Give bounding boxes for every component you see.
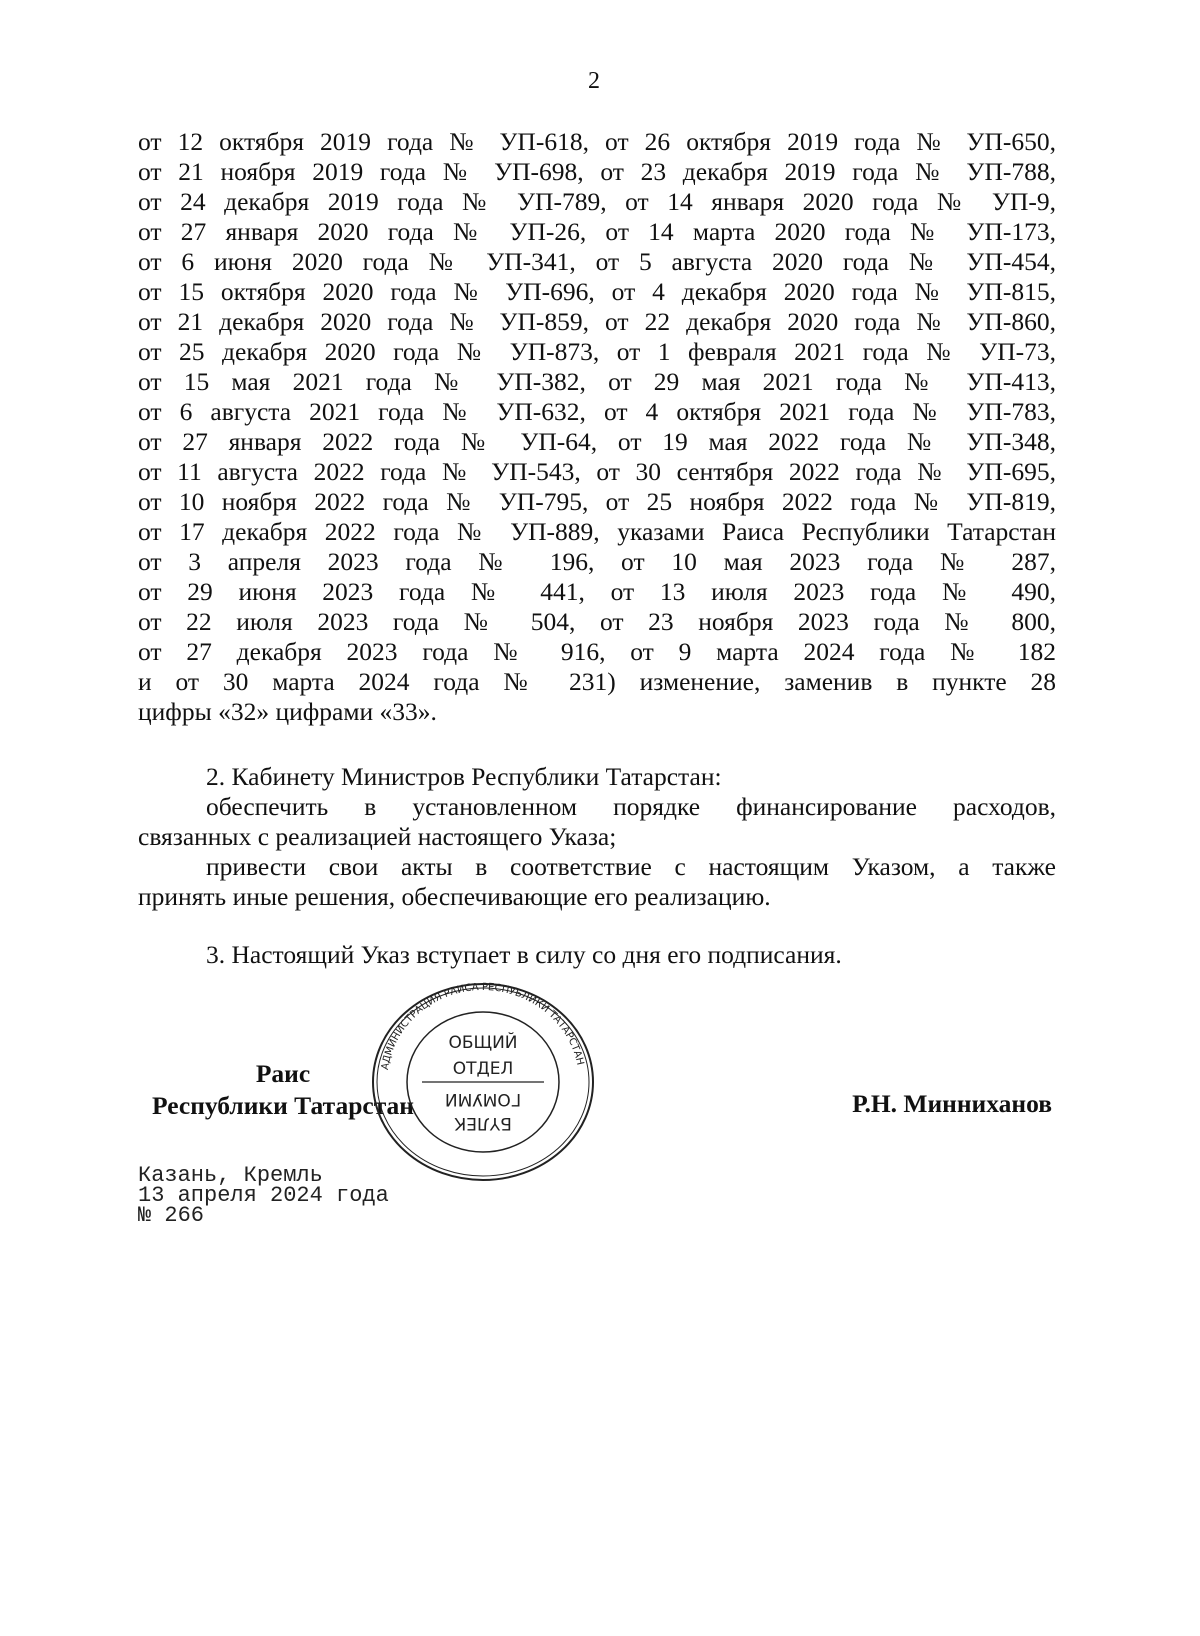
text-line: от 22 июля 2023 года № 504, от 23 ноября 2023 года № 800, — [138, 607, 1056, 636]
text-line: от 24 декабря 2019 года № УП-789, от 14 января 2020 года № УП-9, — [138, 187, 1056, 216]
paragraph-heading: 2. Кабинету Министров Республики Татарстан: — [206, 762, 722, 791]
text-line: от 15 октября 2020 года № УП-696, от 4 декабря 2020 года № УП-815, — [138, 277, 1056, 306]
text-line: от 21 декабря 2020 года № УП-859, от 22 декабря 2020 года № УП-860, — [138, 307, 1056, 336]
text-line: от 27 января 2020 года № УП-26, от 14 марта 2020 года № УП-173, — [138, 217, 1056, 246]
text-line: от 27 декабря 2023 года № 916, от 9 марта 2024 года № 182 — [138, 637, 1056, 666]
page-number: 2 — [588, 68, 600, 94]
text-line: от 6 июня 2020 года № УП-341, от 5 августа 2020 года № УП-454, — [138, 247, 1056, 276]
stamp-center-text: ГОМУМИ — [444, 1089, 522, 1109]
text-line: от 10 ноября 2022 года № УП-795, от 25 ноября 2022 года № УП-819, — [138, 487, 1056, 516]
decree-paragraph-3 — [138, 940, 1056, 970]
text-line: принять иные решения, обеспечивающие его реализацию. — [138, 882, 771, 911]
text-line: привести свои акты в соответствие с настоящим Указом, а также — [206, 852, 1056, 881]
place-of-signing: Казань, Кремль — [138, 1163, 323, 1188]
signatory-title-line: Раис — [255, 1059, 311, 1088]
stamp-center-text: ОБЩИЙ — [448, 1033, 518, 1053]
signatory-title-line: Республики Татарстан — [152, 1091, 414, 1120]
text-line: обеспечить в установленном порядке финансирование расходов, — [206, 792, 1056, 821]
decree-paragraph-2 — [138, 762, 1056, 912]
text-line: от 27 января 2022 года № УП-64, от 19 мая 2022 года № УП-348, — [138, 427, 1056, 456]
text-line: от 29 июня 2023 года № 441, от 13 июля 2023 года № 490, — [138, 577, 1056, 606]
decree-paragraph-1 — [138, 127, 1056, 727]
stamp-center-text: ОТДЕЛ — [452, 1059, 514, 1079]
stamp-ring-text: АДМИНИСТРАЦИЯ РАИСА РЕСПУБЛИКИ ТАТАРСТАН — [379, 982, 586, 1071]
decree-number: № 266 — [138, 1203, 205, 1228]
signing-date: 13 апреля 2024 года — [138, 1183, 389, 1208]
text-line: и от 30 марта 2024 года № 231) изменение, заменив в пункте 28 — [138, 667, 1056, 696]
text-line: от 17 декабря 2022 года № УП-889, указами Раиса Республики Татарстан — [138, 517, 1056, 546]
stamp-center-text: БҮЛЕК — [454, 1113, 512, 1133]
text-line: цифры «32» цифрами «33». — [138, 697, 437, 726]
place-date-block — [138, 1163, 389, 1228]
signatory-name: Р.Н. Минниханов — [852, 1089, 1052, 1118]
text-line: от 3 апреля 2023 года № 196, от 10 мая 2023 года № 287, — [138, 547, 1056, 576]
text-line: 3. Настоящий Указ вступает в силу со дня его подписания. — [206, 940, 842, 969]
text-line: связанных с реализацией настоящего Указа; — [138, 822, 617, 851]
text-line: от 6 августа 2021 года № УП-632, от 4 октября 2021 года № УП-783, — [138, 397, 1056, 426]
text-line: от 11 августа 2022 года № УП-543, от 30 сентября 2022 года № УП-695, — [138, 457, 1056, 486]
text-line: от 21 ноября 2019 года № УП-698, от 23 декабря 2019 года № УП-788, — [138, 157, 1056, 186]
official-stamp — [370, 982, 596, 1182]
text-line: от 25 декабря 2020 года № УП-873, от 1 февраля 2021 года № УП-73, — [138, 337, 1056, 366]
text-line: от 15 мая 2021 года № УП-382, от 29 мая 2021 года № УП-413, — [138, 367, 1056, 396]
text-line: от 12 октября 2019 года № УП-618, от 26 октября 2019 года № УП-650, — [138, 127, 1056, 156]
